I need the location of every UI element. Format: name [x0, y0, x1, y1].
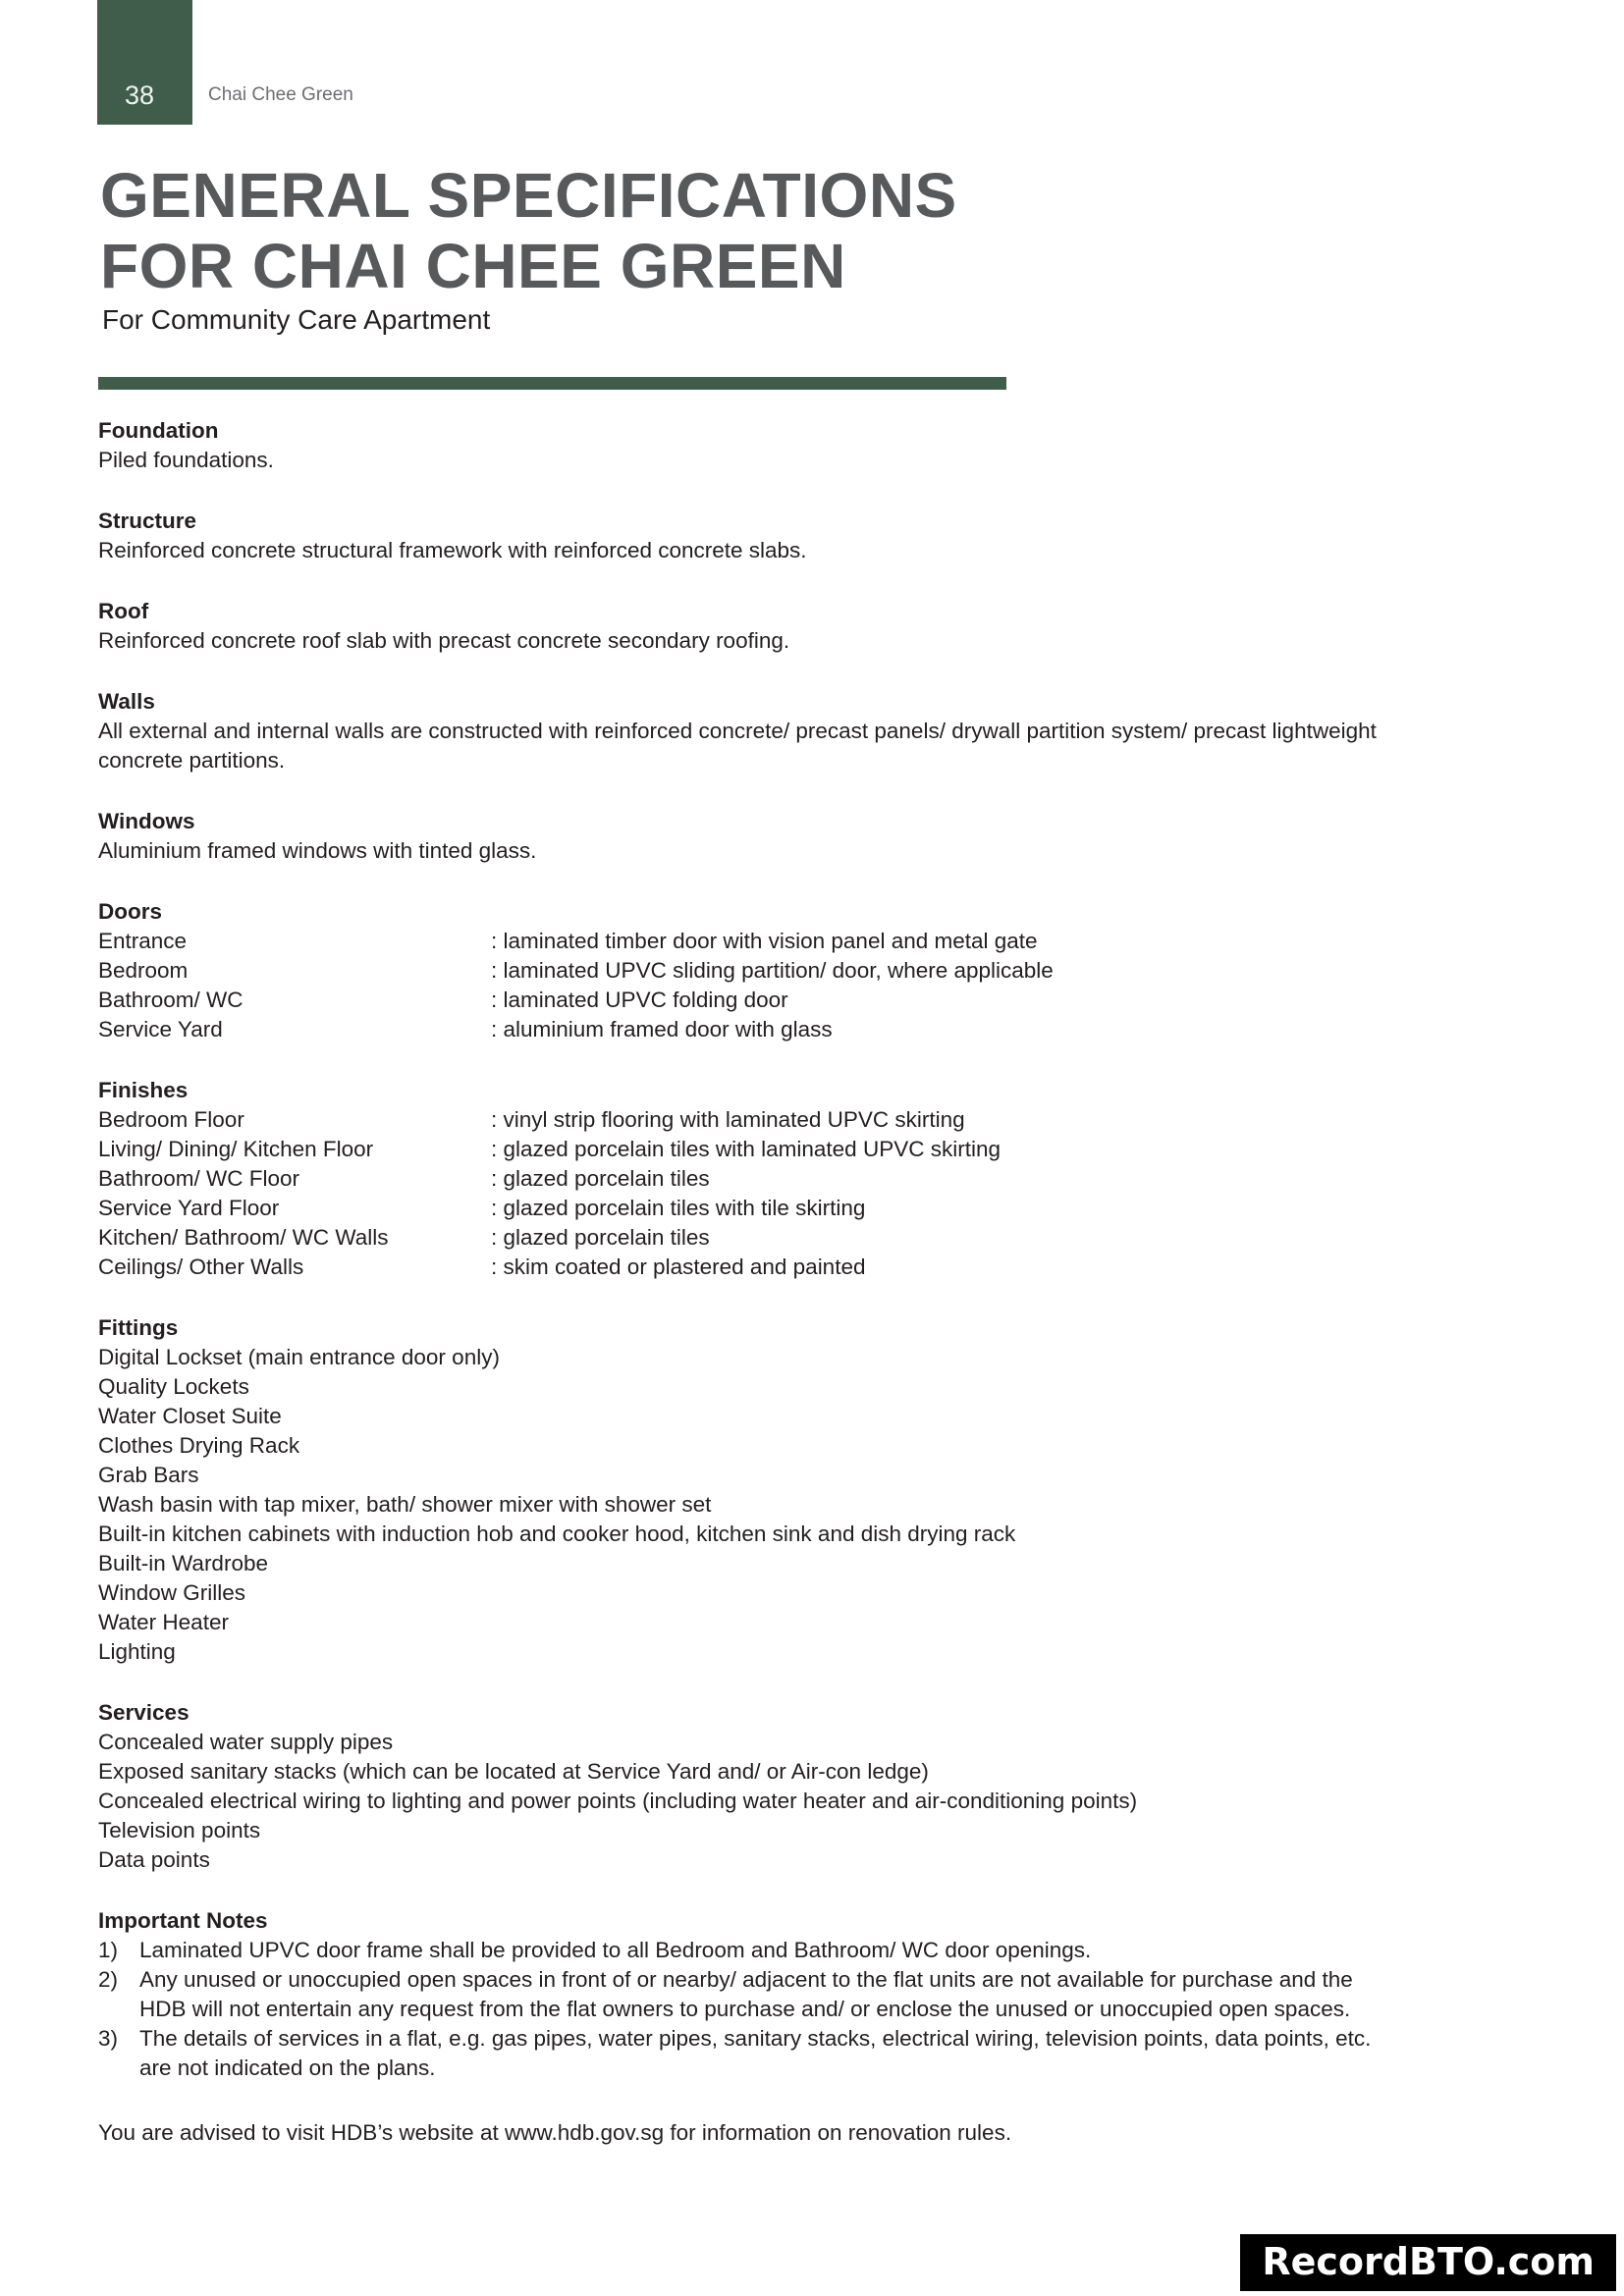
section-text-line: Data points	[98, 1847, 210, 1872]
page-title	[100, 160, 957, 301]
spec-value: : glazed porcelain tiles with tile skirting	[491, 1196, 866, 1220]
section-text-line: Grab Bars	[98, 1463, 199, 1487]
section-heading: Doors	[98, 899, 163, 924]
section-finishes	[98, 1076, 1542, 1282]
section-text-line: Quality Lockets	[98, 1374, 249, 1399]
spec-row	[98, 956, 1542, 986]
section-text-line: Built-in kitchen cabinets with induction hob and cooker hood, kitchen sink and dish drying rack	[98, 1522, 1016, 1546]
section-structure	[98, 507, 1542, 565]
note-text-line: are not indicated on the plans.	[139, 2056, 436, 2080]
section-heading: Windows	[98, 809, 195, 833]
spec-row	[98, 1223, 1542, 1253]
section-heading: Roof	[98, 599, 149, 623]
spec-label: Service Yard	[98, 1017, 223, 1041]
section-heading: Important Notes	[98, 1908, 268, 1933]
note-text	[139, 1965, 1542, 2024]
accent-divider-bar	[98, 377, 1006, 390]
section-text-line: Reinforced concrete structural framework with reinforced concrete slabs.	[98, 538, 807, 562]
spec-label: Bedroom	[98, 958, 189, 983]
spec-row	[98, 1015, 1542, 1044]
note-text-line: Laminated UPVC door frame shall be provided to all Bedroom and Bathroom/ WC door openings.	[139, 1938, 1092, 1962]
page-subtitle: For Community Care Apartment	[102, 304, 491, 335]
section-heading: Structure	[98, 508, 197, 533]
section-text-line: Reinforced concrete roof slab with precast concrete secondary roofing.	[98, 628, 790, 653]
spec-value: : laminated UPVC sliding partition/ door, where applicable	[491, 958, 1054, 983]
page-title-line1: GENERAL SPECIFICATIONS	[100, 160, 957, 231]
note-number: 3)	[98, 2026, 119, 2051]
spec-row	[98, 986, 1542, 1015]
section-heading: Finishes	[98, 1078, 189, 1102]
spec-label: Ceilings/ Other Walls	[98, 1255, 304, 1279]
section-text-line: Clothes Drying Rack	[98, 1433, 300, 1458]
section-roof	[98, 597, 1542, 656]
note-item	[98, 1936, 1542, 1965]
spec-label: Bathroom/ WC Floor	[98, 1166, 300, 1191]
section-doors	[98, 897, 1542, 1044]
note-number: 2)	[98, 1967, 119, 1992]
section-text-line: Concealed water supply pipes	[98, 1730, 394, 1754]
section-text-line: Concealed electrical wiring to lighting and power points (including water heater and air-conditioning points)	[98, 1789, 1138, 1813]
section-text-line: Digital Lockset (main entrance door only)	[98, 1345, 500, 1369]
section-text-line: concrete partitions.	[98, 748, 286, 773]
spec-label: Bedroom Floor	[98, 1107, 244, 1132]
spec-value: : laminated UPVC folding door	[491, 988, 788, 1012]
note-number: 1)	[98, 1938, 119, 1962]
spec-row	[98, 1194, 1542, 1223]
spec-value: : vinyl strip flooring with laminated UPVC skirting	[491, 1107, 965, 1132]
section-text-line: Water Closet Suite	[98, 1404, 282, 1428]
note-text-line: Any unused or unoccupied open spaces in front of or nearby/ adjacent to the flat units are not available for purchase and the	[139, 1967, 1353, 1992]
spec-value: : laminated timber door with vision panel and metal gate	[491, 929, 1038, 953]
section-text-line: Water Heater	[98, 1610, 229, 1634]
section-windows	[98, 807, 1542, 866]
spec-label: Living/ Dining/ Kitchen Floor	[98, 1137, 374, 1161]
note-item	[98, 2024, 1542, 2083]
spec-label: Entrance	[98, 929, 188, 953]
section-heading: Walls	[98, 689, 155, 714]
note-text-line: The details of services in a flat, e.g. gas pipes, water pipes, sanitary stacks, electrical wiring, television points, data points, etc.	[139, 2026, 1372, 2051]
spec-value: : aluminium framed door with glass	[491, 1017, 833, 1041]
project-name-label: Chai Chee Green	[208, 84, 353, 105]
section-fittings	[98, 1313, 1542, 1667]
note-text	[139, 2024, 1542, 2083]
spec-row	[98, 1105, 1542, 1135]
section-text-line: Exposed sanitary stacks (which can be located at Service Yard and/ or Air-con ledge)	[98, 1759, 929, 1784]
section-text-line: Built-in Wardrobe	[98, 1551, 268, 1575]
renovation-advice-text: You are advised to visit HDB’s website at www.hdb.gov.sg for information on renovation rules.	[98, 2120, 1012, 2145]
spec-value: : glazed porcelain tiles with laminated UPVC skirting	[491, 1137, 1001, 1161]
spec-row	[98, 927, 1542, 956]
section-text-line: Lighting	[98, 1639, 176, 1664]
page-title-line2: FOR CHAI CHEE GREEN	[100, 231, 846, 301]
spec-value: : glazed porcelain tiles	[491, 1166, 710, 1191]
spec-row	[98, 1253, 1542, 1282]
note-item	[98, 1965, 1542, 2024]
spec-value: : skim coated or plastered and painted	[491, 1255, 866, 1279]
specifications-body	[98, 416, 1542, 2148]
spec-value: : glazed porcelain tiles	[491, 1225, 710, 1250]
section-services	[98, 1698, 1542, 1875]
section-text-line: All external and internal walls are constructed with reinforced concrete/ precast panels/ drywall partition system/ precast lightweight	[98, 719, 1377, 743]
section-walls	[98, 687, 1542, 775]
recordbto-watermark: RecordBTO.com	[1240, 2234, 1616, 2291]
section-text-line: Piled foundations.	[98, 448, 274, 472]
spec-row	[98, 1164, 1542, 1194]
section-text-line: Aluminium framed windows with tinted glass.	[98, 838, 537, 863]
note-text	[139, 1936, 1542, 1965]
section-foundation	[98, 416, 1542, 475]
section-heading: Fittings	[98, 1315, 179, 1340]
section-important-notes	[98, 1906, 1542, 2083]
page-number-box	[97, 0, 192, 125]
section-text-line: Wash basin with tap mixer, bath/ shower mixer with shower set	[98, 1492, 712, 1517]
spec-row	[98, 1135, 1542, 1164]
section-text-line: Window Grilles	[98, 1580, 246, 1605]
spec-label: Kitchen/ Bathroom/ WC Walls	[98, 1225, 389, 1250]
note-text-line: HDB will not entertain any request from the flat owners to purchase and/ or enclose the unused or unoccupied open spaces.	[139, 1997, 1351, 2021]
spec-label: Bathroom/ WC	[98, 988, 244, 1012]
page-number: 38	[125, 80, 155, 110]
section-heading: Foundation	[98, 418, 219, 443]
section-text-line: Television points	[98, 1818, 261, 1842]
section-heading: Services	[98, 1700, 189, 1725]
spec-label: Service Yard Floor	[98, 1196, 280, 1220]
